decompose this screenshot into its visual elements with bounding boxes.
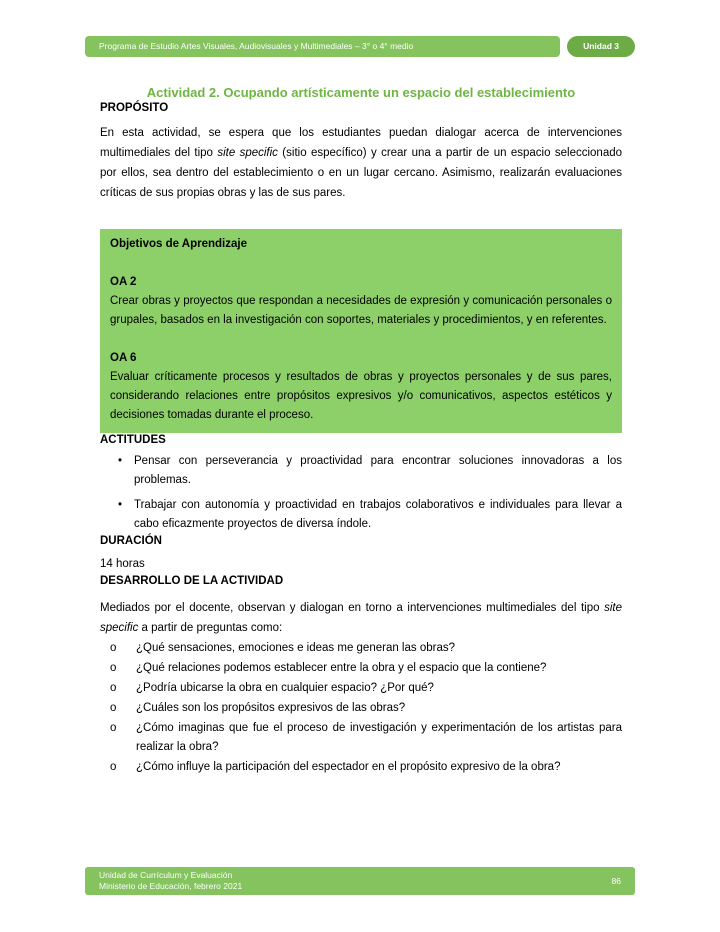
actitud-text: Pensar con perseverancia y proactividad para encontrar soluciones innovadoras a los problemas.: [134, 455, 622, 486]
page-footer: [85, 867, 635, 895]
objetivos-heading: Objetivos de Aprendizaje: [110, 238, 247, 250]
site-specific-italic: site specific: [217, 147, 278, 159]
circle-bullet-icon: o: [110, 682, 117, 694]
question-text: ¿Cuáles son los propósitos expresivos de las obras?: [136, 702, 406, 714]
circle-bullet-icon: o: [110, 662, 117, 674]
question-item: [100, 659, 622, 678]
question-list: [100, 639, 622, 777]
question-text: ¿Podría ubicarse la obra en cualquier espacio? ¿Por qué?: [136, 682, 434, 694]
question-item: [100, 639, 622, 658]
oa2-text: Crear obras y proyectos que respondan a necesidades de expresión y comunicación personales o grupales, basados en la investigación con soportes, materiales y procedimientos, y en referentes.: [110, 295, 612, 326]
question-text: ¿Cómo imaginas que fue el proceso de investigación y experimentación de los artistas para realizar la obra?: [136, 722, 622, 753]
site-specific-italic: site specific: [100, 602, 622, 634]
actitud-text: Trabajar con autonomía y proactividad en trabajos colaborativos e individuales para llevar a cabo eficazmente proyectos de diversa índole.: [134, 499, 622, 530]
desarrollo-text-post: a partir de preguntas como:: [138, 622, 283, 634]
page-content: [100, 57, 622, 777]
bullet-icon: •: [118, 455, 123, 467]
unit-badge: Unidad 3: [567, 36, 635, 57]
actitudes-heading: ACTITUDES: [100, 434, 166, 446]
desarrollo-text-pre: Mediados por el docente, observan y dialogan en torno a intervenciones multimediales del tipo: [100, 602, 605, 614]
desarrollo-intro: [100, 598, 622, 638]
question-item: [100, 679, 622, 698]
circle-bullet-icon: o: [110, 642, 117, 654]
question-text: ¿Qué relaciones podemos establecer entre la obra y el espacio que la contiene?: [136, 662, 547, 674]
actitud-item: [100, 496, 622, 534]
proposito-text-post: (sitio específico) y crear una a partir de un espacio seleccionado por ellos, sea dentro del establecimiento o en un lugar cercano. Asimismo, realizarán evaluaciones críticas de sus propias obras y las de sus pares.: [100, 147, 623, 199]
circle-bullet-icon: o: [110, 702, 117, 714]
proposito-heading: PROPÓSITO: [100, 102, 169, 114]
page-number: 86: [611, 875, 621, 886]
activity-title: Actividad 2. Ocupando artísticamente un espacio del establecimiento: [146, 85, 576, 100]
actitud-item: [100, 452, 622, 490]
circle-bullet-icon: o: [110, 722, 117, 734]
program-title: Programa de Estudio Artes Visuales, Audiovisuales y Multimediales – 3° o 4° medio: [85, 36, 560, 57]
footer-line1: Unidad de Currículum y Evaluación: [99, 870, 233, 880]
oa6-label: OA 6: [110, 352, 137, 364]
duracion-value: 14 horas: [100, 558, 145, 570]
footer-credits: [99, 870, 242, 892]
question-text: ¿Cómo influye la participación del espectador en el propósito expresivo de la obra?: [136, 761, 561, 773]
question-item: [100, 719, 622, 757]
objetivos-box: [100, 229, 622, 433]
proposito-text-pre: En esta actividad, se espera que los estudiantes puedan dialogar acerca de intervenciones multimediales del tipo: [100, 127, 622, 159]
question-item: [100, 699, 622, 718]
desarrollo-heading: DESARROLLO DE LA ACTIVIDAD: [100, 575, 284, 587]
question-item: [100, 758, 622, 777]
page-header: [85, 36, 635, 57]
proposito-paragraph: [100, 123, 622, 203]
footer-line2: Ministerio de Educación, febrero 2021: [99, 881, 243, 891]
circle-bullet-icon: o: [110, 761, 117, 773]
duracion-heading: DURACIÓN: [100, 535, 162, 547]
question-text: ¿Qué sensaciones, emociones e ideas me generan las obras?: [136, 642, 455, 654]
bullet-icon: •: [118, 499, 123, 511]
oa2-label: OA 2: [110, 276, 137, 288]
oa6-text: Evaluar críticamente procesos y resultados de obras y proyectos personales y de sus pares, considerando relaciones entre propósitos expresivos y/o comunicativos, aspectos estéticos y decisiones tomadas durante el proceso.: [110, 371, 612, 421]
